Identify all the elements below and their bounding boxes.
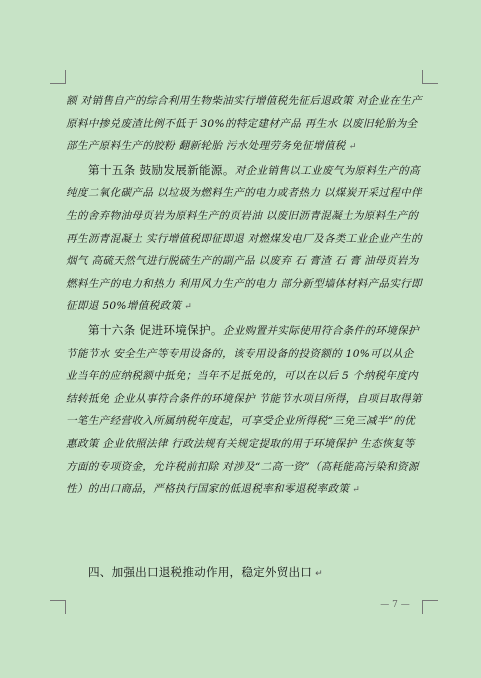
paragraph-mark: ↵ — [184, 302, 193, 313]
article-15-heading: 第十五条 鼓励发展新能源。 — [88, 162, 235, 177]
article-15-text: 对企业销售以工业废气为原料生产的高纯度二氧化碳产品 以垃圾为燃料生产的电力或者热力 以煤炭开采过程中伴生的舍弃物油母页岩为原料生产的页岩油 以废旧沥青混凝土为原料生产的再生沥青混凝土 实行增值税即征即退 对燃煤发电厂及各类工业企业产生的烟气 高硫天然气进行脱硫生产的副产品 以废弃 石 膏渣 石 膏 油母页岩为燃料生产的电力和热力 利用风力生产的电力 部分新型墙体材料产品实行即征即退 50%增值税政策 — [66, 164, 422, 313]
article-16 — [66, 319, 422, 502]
paragraph-mark: ↵ — [352, 485, 361, 496]
crop-mark-top-left — [50, 70, 66, 84]
crop-mark-top-right — [422, 70, 438, 84]
article-15 — [66, 159, 422, 319]
crop-mark-bottom-left — [50, 600, 66, 614]
paragraph-continuation — [66, 90, 422, 159]
section-heading-text: 四、加强出口退税推动作用，稳定外贸出口 — [88, 565, 313, 579]
page-number: — 7 — — [380, 600, 410, 610]
section-heading — [88, 564, 418, 580]
paragraph-mark: ↵ — [315, 569, 323, 579]
paragraph-mark: ↵ — [348, 142, 357, 153]
document-body — [66, 90, 422, 502]
article-16-text: 企业购置并实际使用符合条件的环境保护 节能节水 安全生产等专用设备的，该专用设备的投资额的 10%可以从企业当年的应纳税额中抵免；当年不足抵免的，可以在以后 5 个纳税年度内结转抵免 企业从事符合条件的环境保护 节能节水项目所得，自项目取得第一笔生产经营收入所属纳税年度起，可享受企业所得税“三免三减半”的优惠政策 企业依照法律 行政法规有关规定提取的用于环境保护 生态恢复等方面的专项资金，允许税前扣除 对涉及“二高一资”（高耗能高污染和资源性）的出口商品，严格执行国家的低退税率和零退税率政策 — [66, 324, 422, 496]
article-16-heading: 第十六条 促进环境保护。 — [88, 322, 223, 337]
paragraph-text: 额 对销售自产的综合利用生物柴油实行增值税先征后退政策 对企业在生产原料中掺兑废渣比例不低于 30%的特定建材产品 再生水 以废旧轮胎为全部生产原料生产的胶粉 翻新轮胎 污水处理劳务免征增值税 — [66, 95, 422, 153]
